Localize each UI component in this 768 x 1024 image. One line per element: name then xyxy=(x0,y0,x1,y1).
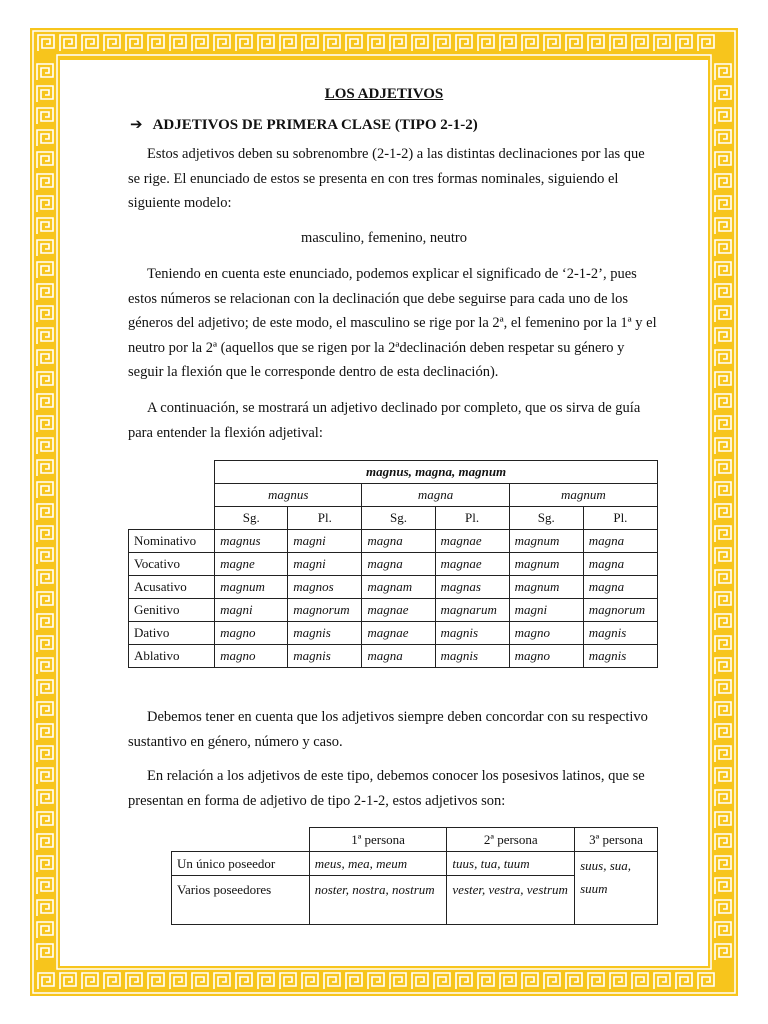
gender-header: magna xyxy=(362,484,509,507)
table-cell: magnum xyxy=(509,530,583,553)
table-row xyxy=(129,622,658,645)
possessive-table xyxy=(171,827,658,925)
table-cell: magni xyxy=(288,553,362,576)
paragraph-agreement: Debemos tener en cuenta que los adjetivos siempre deben concordar con su respectivo sustantivo en género, número y caso. xyxy=(128,709,648,750)
table-cell: magno xyxy=(215,622,288,645)
gender-header: magnus xyxy=(215,484,362,507)
table-cell: magnos xyxy=(288,576,362,599)
table-cell: magna xyxy=(583,530,657,553)
table-row xyxy=(129,645,658,668)
table-cell: magna xyxy=(362,645,435,668)
number-header: Pl. xyxy=(435,507,509,530)
case-label: Acusativo xyxy=(129,576,215,599)
third-person-cell: suus, sua, suum xyxy=(575,852,658,925)
number-header: Sg. xyxy=(215,507,288,530)
table-cell: magni xyxy=(509,599,583,622)
gender-header: magnum xyxy=(509,484,657,507)
table-cell: noster, nostra, nostrum xyxy=(309,876,447,925)
table-cell: magna xyxy=(583,553,657,576)
table-row xyxy=(129,553,658,576)
table-cell: magnarum xyxy=(435,599,509,622)
table-cell: magna xyxy=(362,553,435,576)
table-cell: tuus, tua, tuum xyxy=(447,852,575,876)
person-header: 1ª persona xyxy=(309,828,447,852)
row-label: Un único poseedor xyxy=(172,852,310,876)
case-label: Genitivo xyxy=(129,599,215,622)
table-cell: vester, vestra, vestrum xyxy=(447,876,575,925)
section-heading xyxy=(130,115,478,134)
table-cell: magno xyxy=(215,645,288,668)
paragraph-intro: Estos adjetivos deben su sobrenombre (2-1-2) a las distintas declinaciones por las que se rige. El enunciado de estos se presenta en con tres formas nominales, siguiendo el siguiente modelo: xyxy=(128,146,645,211)
table-cell: meus, mea, meum xyxy=(309,852,447,876)
number-header: Sg. xyxy=(509,507,583,530)
table-cell: magnas xyxy=(435,576,509,599)
table-cell: magnum xyxy=(509,576,583,599)
case-label: Dativo xyxy=(129,622,215,645)
case-label: Vocativo xyxy=(129,553,215,576)
table-cell: magni xyxy=(288,530,362,553)
table-cell: magnae xyxy=(362,599,435,622)
number-header: Sg. xyxy=(362,507,435,530)
table-cell: magni xyxy=(215,599,288,622)
declension-table-header: magnus, magna, magnum xyxy=(215,461,658,484)
table-cell: magno xyxy=(509,622,583,645)
table-cell: magnus xyxy=(215,530,288,553)
table-cell: magna xyxy=(362,530,435,553)
table-cell: magnorum xyxy=(288,599,362,622)
case-label: Nominativo xyxy=(129,530,215,553)
section-heading-text: ADJETIVOS DE PRIMERA CLASE (TIPO 2-1-2) xyxy=(152,117,478,133)
row-label: Varios poseedores xyxy=(172,876,310,925)
person-header: 3ª persona xyxy=(575,828,658,852)
table-row xyxy=(129,530,658,553)
paragraph-explanation: Teniendo en cuenta este enunciado, podemos explicar el significado de ‘2-1-2’, pues estos números se relacionan con la declinación que debe seguirse para cada uno de los géneros del adjetivo; de este modo, el masculino se rige por la 2ª, el femenino por la 1ª y el neutro por la 2ª (aquellos que se rigen por la 2ªdeclinación deben respetar su género y seguir la flexión que le corresponde dentro de esta declinación). xyxy=(128,266,657,380)
table-cell: magnis xyxy=(583,622,657,645)
number-header: Pl. xyxy=(583,507,657,530)
paragraph-table-intro: A continuación, se mostrará un adjetivo declinado por completo, que os sirva de guía para entender la flexión adjetival: xyxy=(128,400,641,441)
table-cell: magna xyxy=(583,576,657,599)
table-cell: magnis xyxy=(288,645,362,668)
page-title: LOS ADJETIVOS xyxy=(324,86,444,102)
arrow-right-icon: ➔ xyxy=(130,115,143,133)
table-row xyxy=(129,576,658,599)
table-row xyxy=(129,599,658,622)
table-cell: magnae xyxy=(435,530,509,553)
table-cell: magnum xyxy=(215,576,288,599)
table-cell: magnis xyxy=(435,645,509,668)
number-header: Pl. xyxy=(288,507,362,530)
table-cell: magnis xyxy=(583,645,657,668)
table-row xyxy=(172,852,658,876)
case-label: Ablativo xyxy=(129,645,215,668)
table-cell: magne xyxy=(215,553,288,576)
table-cell: magnis xyxy=(435,622,509,645)
table-cell: magnam xyxy=(362,576,435,599)
table-cell: magnae xyxy=(362,622,435,645)
table-cell: magno xyxy=(509,645,583,668)
table-cell: magnorum xyxy=(583,599,657,622)
table-cell: magnis xyxy=(288,622,362,645)
table-cell: magnae xyxy=(435,553,509,576)
model-line: masculino, femenino, neutro xyxy=(301,230,467,246)
declension-table xyxy=(128,460,658,668)
page-content xyxy=(60,60,708,966)
table-cell: magnum xyxy=(509,553,583,576)
paragraph-possessives: En relación a los adjetivos de este tipo, debemos conocer los posesivos latinos, que se presentan en forma de adjetivo de tipo 2-1-2, estos adjetivos son: xyxy=(128,768,645,809)
person-header: 2ª persona xyxy=(447,828,575,852)
